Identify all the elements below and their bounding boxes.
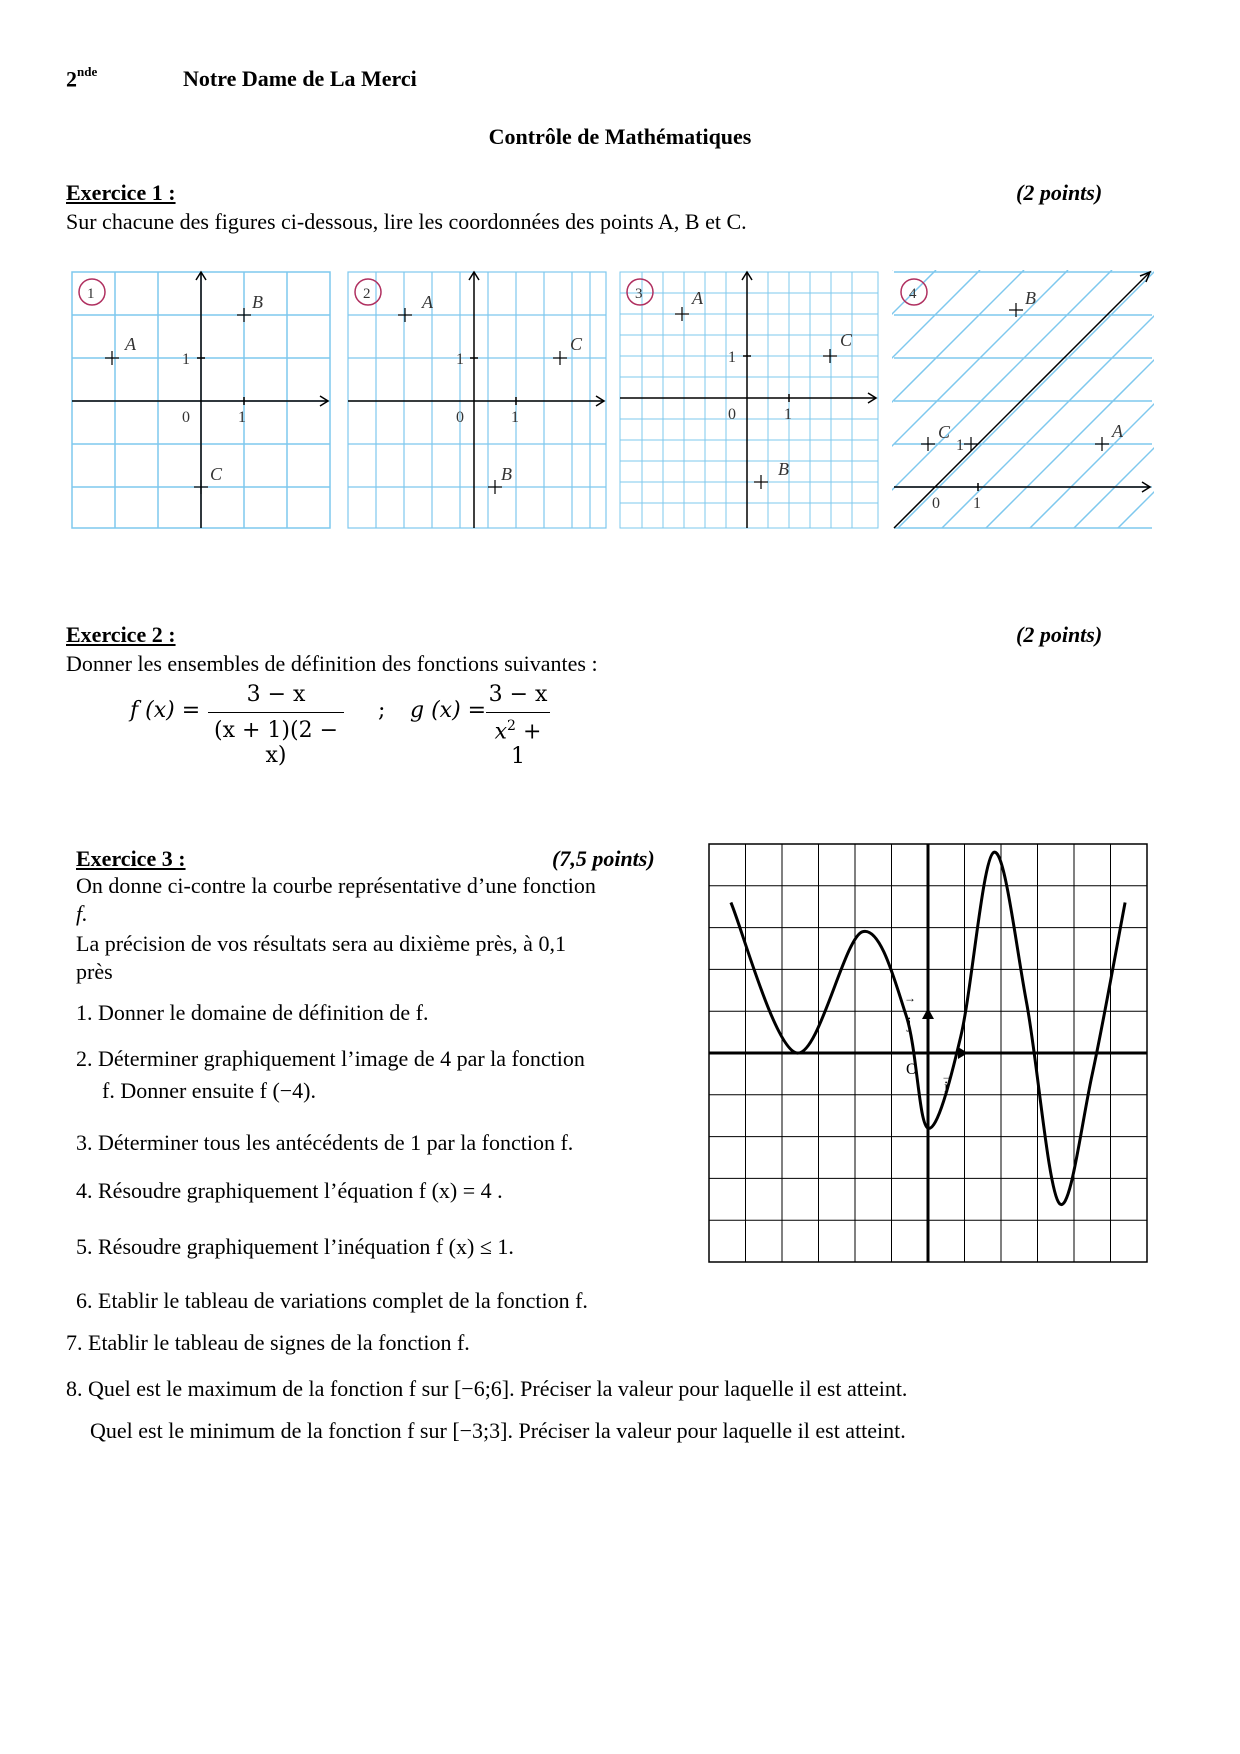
figure-4-label-one-x: 1 (973, 495, 981, 512)
figure-3-label-a: A (692, 288, 703, 308)
question-3: 3. Déterminer tous les antécédents de 1 par la fonction f. (76, 1130, 574, 1155)
vector-j-label: j (907, 1015, 912, 1032)
ex1-statement: Sur chacune des figures ci-dessous, lire les coordonnées des points A, B et C. (66, 209, 747, 234)
ex2-points: (2 points) (1016, 622, 1103, 647)
unit-vector-j-arrowhead (922, 1008, 934, 1019)
figure-3-grid (620, 272, 878, 528)
g-definition-lhs: g (x) = (410, 698, 487, 723)
question-1: 1. Donner le domaine de définition de f. (76, 1000, 429, 1025)
figure-3-number: 3 (635, 286, 643, 302)
ex2-title: Exercice 2 : (66, 622, 176, 647)
figure-4-label-c: C (938, 422, 951, 442)
ex3-intro-line1: On donne ci-contre la courbe représentative d’une fonction (76, 873, 596, 898)
figure-1-label-one-x: 1 (238, 409, 246, 426)
figure-1-label-a: A (125, 334, 136, 354)
ex3-intro-line1b: f. (76, 901, 88, 926)
figure-2-label-one-y: 1 (456, 351, 464, 368)
question-2-continued: f. Donner ensuite f (−4). (102, 1078, 317, 1103)
question-7: 7. Etablir le tableau de signes de la fonction f. (66, 1330, 470, 1355)
figure-1-label-b: B (252, 292, 263, 312)
ex3-intro-line2: La précision de vos résultats sera au dixième près, à 0,1 (76, 931, 566, 956)
figure-3-label-one-x: 1 (784, 406, 792, 423)
ex3-intro-line2b: près (76, 959, 113, 984)
figure-2-label-zero: 0 (456, 409, 464, 426)
g-denominator: $x^2 + 1$ (494, 718, 542, 770)
figure-3-label-zero: 0 (728, 406, 736, 423)
question-2: 2. Déterminer graphiquement l’image de 4 par la fonction (76, 1046, 585, 1071)
figure-1-number: 1 (87, 286, 95, 302)
figure-3-axes (620, 272, 876, 528)
class-level: 2nde (66, 64, 98, 92)
figure-3-label-b: B (778, 459, 789, 479)
school-name: Notre Dame de La Merci (183, 66, 417, 91)
figure-1-label-one-y: 1 (182, 351, 190, 368)
vector-i-arrow-symbol: → (941, 1069, 953, 1083)
figure-2-label-a: A (422, 292, 433, 312)
figure-4-label-b: B (1025, 288, 1036, 308)
function-graph (708, 842, 1154, 1266)
figure-2-label-b: B (501, 464, 512, 484)
question-5: 5. Résoudre graphiquement l’inéquation f (x) ≤ 1. (76, 1234, 514, 1259)
figure-3-label-one-y: 1 (728, 349, 736, 366)
unit-vector-i-arrowhead (958, 1047, 968, 1059)
question-8: 8. Quel est le maximum de la fonction f sur [−6;6]. Préciser la valeur pour laquelle il est atteint. (66, 1376, 908, 1401)
figure-4 (892, 270, 1154, 530)
origin-label: O (906, 1061, 918, 1078)
figure-1 (70, 270, 332, 530)
figure-2-grid (348, 272, 606, 528)
ex3-title: Exercice 3 : (76, 846, 186, 871)
figure-1-label-zero: 0 (182, 409, 190, 426)
question-6: 6. Etablir le tableau de variations complet de la fonction f. (76, 1288, 588, 1313)
question-8-continued: Quel est le minimum de la fonction f sur [−3;3]. Préciser la valeur pour laquelle il est atteint. (90, 1418, 906, 1443)
figure-3 (618, 270, 880, 530)
figure-2-axes (348, 272, 604, 528)
ex2-statement: Donner les ensembles de définition des fonctions suivantes : (66, 651, 598, 676)
f-numerator: 3 − x (246, 682, 306, 707)
figure-4-label-zero: 0 (932, 495, 940, 512)
figure-2-number: 2 (363, 286, 371, 302)
f-definition-lhs: f (x) = (130, 698, 201, 723)
ex1-points: (2 points) (1016, 180, 1103, 205)
ex3-points: (7,5 points) (552, 846, 655, 871)
figure-3-label-c: C (840, 330, 853, 350)
figure-2-label-c: C (570, 334, 583, 354)
figure-2 (346, 270, 608, 530)
question-4: 4. Résoudre graphiquement l’équation f (x) = 4 . (76, 1178, 503, 1203)
page-title: Contrôle de Mathématiques (488, 124, 752, 149)
figure-4-number: 4 (909, 286, 917, 302)
figure-1-label-c: C (210, 464, 223, 484)
figure-4-label-one-y: 1 (956, 437, 964, 454)
ex1-title: Exercice 1 : (66, 180, 176, 205)
g-numerator: 3 − x (488, 682, 548, 707)
g-fraction-bar (486, 712, 550, 713)
f-denominator: (x + 1)(2 − x) (214, 718, 338, 768)
figure-1-axes (72, 272, 328, 528)
f-fraction-bar (208, 712, 344, 713)
figure-4-label-a: A (1112, 421, 1123, 441)
vector-i-label: i (944, 1079, 949, 1096)
figure-2-label-one-x: 1 (511, 409, 519, 426)
vector-j-arrow-symbol: → (904, 991, 916, 1005)
separator: ; (378, 698, 386, 723)
